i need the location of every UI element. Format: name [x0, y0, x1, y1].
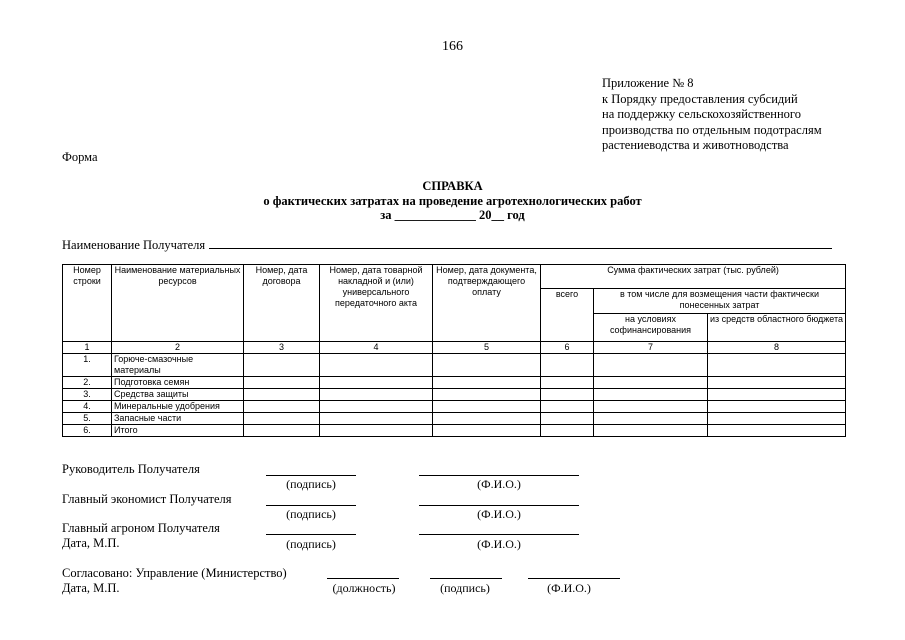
fio-caption: (Ф.И.О.) — [477, 537, 521, 551]
table-cell[interactable] — [433, 377, 541, 389]
fio-caption: (Ф.И.О.) — [547, 581, 591, 595]
resource-name: Подготовка семян — [112, 377, 244, 389]
table-cell[interactable] — [594, 401, 708, 413]
annex-line: растениеводства и животноводства — [602, 138, 789, 152]
table-cell[interactable] — [541, 401, 594, 413]
table-cell[interactable] — [708, 377, 846, 389]
table-cell[interactable] — [708, 401, 846, 413]
title-subheading: о фактических затратах на проведение агротехнологических работ — [263, 193, 642, 208]
title-heading: СПРАВКА — [422, 179, 483, 193]
recipient-line — [209, 238, 832, 249]
sign-caption: (подпись) — [286, 507, 336, 521]
column-number: 3 — [244, 342, 320, 354]
agreed-fio-line — [528, 578, 620, 579]
sign-caption: (подпись) — [286, 537, 336, 551]
table-cell[interactable] — [541, 413, 594, 425]
table-cell[interactable] — [433, 354, 541, 377]
resource-name: Минеральные удобрения — [112, 401, 244, 413]
economist-fio-line — [419, 505, 579, 506]
table-cell[interactable] — [244, 377, 320, 389]
agreed-position-line — [327, 578, 399, 579]
annex-line: производства по отдельным подотраслям — [602, 122, 822, 137]
table-cell[interactable] — [594, 425, 708, 437]
header-payment-doc: Номер, дата документа, подтверждающего оплату — [433, 265, 541, 342]
header-cofinancing: на условиях софинансирования — [594, 314, 708, 342]
agreed-label: Согласовано: Управление (Министерство) — [62, 566, 287, 580]
column-number: 1 — [63, 342, 112, 354]
agronomist-signature-line — [266, 534, 356, 535]
title-period: за _____________ 20__ год — [380, 208, 525, 222]
economist-signature-line — [266, 505, 356, 506]
table-cell[interactable] — [708, 425, 846, 437]
recipient-field — [62, 238, 832, 253]
header-sum: Сумма фактических затрат (тыс. рублей) — [541, 265, 846, 289]
sign-caption: (подпись) — [440, 581, 490, 595]
table-cell[interactable] — [244, 401, 320, 413]
row-number: 1. — [63, 354, 112, 377]
position-caption: (должность) — [332, 581, 396, 595]
table-cell[interactable] — [541, 354, 594, 377]
table-cell[interactable] — [541, 425, 594, 437]
date-stamp-label: Дата, М.П. — [62, 536, 120, 550]
table-cell[interactable] — [433, 413, 541, 425]
economist-label: Главный экономист Получателя — [62, 492, 232, 506]
table-cell[interactable] — [244, 354, 320, 377]
resource-name: Горюче-смазочные материалы — [112, 354, 244, 377]
table-cell[interactable] — [320, 401, 433, 413]
table-cell[interactable] — [320, 377, 433, 389]
header-row-number: Номер строки — [63, 265, 112, 342]
table-cell[interactable] — [244, 389, 320, 401]
resource-name: Итого — [112, 425, 244, 437]
page-number: 166 — [442, 39, 463, 54]
table-cell[interactable] — [244, 413, 320, 425]
header-resource-name: Наименование материальных ресурсов — [112, 265, 244, 342]
table-cell[interactable] — [320, 389, 433, 401]
table-cell[interactable] — [541, 377, 594, 389]
annex-block — [602, 76, 822, 154]
table-cell[interactable] — [433, 401, 541, 413]
table-cell[interactable] — [594, 377, 708, 389]
table-cell[interactable] — [541, 389, 594, 401]
table-cell[interactable] — [433, 425, 541, 437]
head-label: Руководитель Получателя — [62, 462, 200, 476]
column-number: 4 — [320, 342, 433, 354]
table-cell[interactable] — [708, 389, 846, 401]
header-regional-budget: из средств областного бюджета — [708, 314, 846, 342]
table-cell[interactable] — [244, 425, 320, 437]
sign-caption: (подпись) — [286, 477, 336, 491]
annex-line: к Порядку предоставления субсидий — [602, 91, 798, 106]
table-cell[interactable] — [320, 425, 433, 437]
row-number: 3. — [63, 389, 112, 401]
agronomist-label: Главный агроном Получателя — [62, 521, 220, 535]
table-cell[interactable] — [708, 413, 846, 425]
table-cell[interactable] — [594, 354, 708, 377]
annex-line: Приложение № 8 — [602, 76, 694, 90]
head-signature-line — [266, 475, 356, 476]
row-number: 6. — [63, 425, 112, 437]
recipient-label: Наименование Получателя — [62, 238, 206, 252]
document-title — [0, 179, 905, 223]
agreed-signature-line — [430, 578, 502, 579]
head-fio-line — [419, 475, 579, 476]
table-cell[interactable] — [708, 354, 846, 377]
agronomist-fio-line — [419, 534, 579, 535]
row-number: 2. — [63, 377, 112, 389]
column-number: 2 — [112, 342, 244, 354]
column-number: 8 — [708, 342, 846, 354]
table-cell[interactable] — [320, 354, 433, 377]
table-cell[interactable] — [320, 413, 433, 425]
header-contract: Номер, дата договора — [244, 265, 320, 342]
column-number: 7 — [594, 342, 708, 354]
column-number: 6 — [541, 342, 594, 354]
fio-caption: (Ф.И.О.) — [477, 507, 521, 521]
resource-name: Запасные части — [112, 413, 244, 425]
form-label: Форма — [62, 150, 98, 164]
table-cell[interactable] — [594, 389, 708, 401]
table-cell[interactable] — [594, 413, 708, 425]
row-number: 4. — [63, 401, 112, 413]
fio-caption: (Ф.И.О.) — [477, 477, 521, 491]
annex-line: на поддержку сельскохозяйственного — [602, 107, 801, 121]
header-invoice: Номер, дата товарной накладной и (или) универсального передаточного акта — [320, 265, 433, 342]
agreed-date-label: Дата, М.П. — [62, 581, 120, 595]
resource-name: Средства защиты — [112, 389, 244, 401]
column-number: 5 — [433, 342, 541, 354]
header-total: всего — [541, 289, 594, 342]
row-number: 5. — [63, 413, 112, 425]
table-cell[interactable] — [433, 389, 541, 401]
costs-table — [62, 264, 846, 437]
header-including: в том числе для возмещения части фактически понесенных затрат — [594, 289, 846, 314]
